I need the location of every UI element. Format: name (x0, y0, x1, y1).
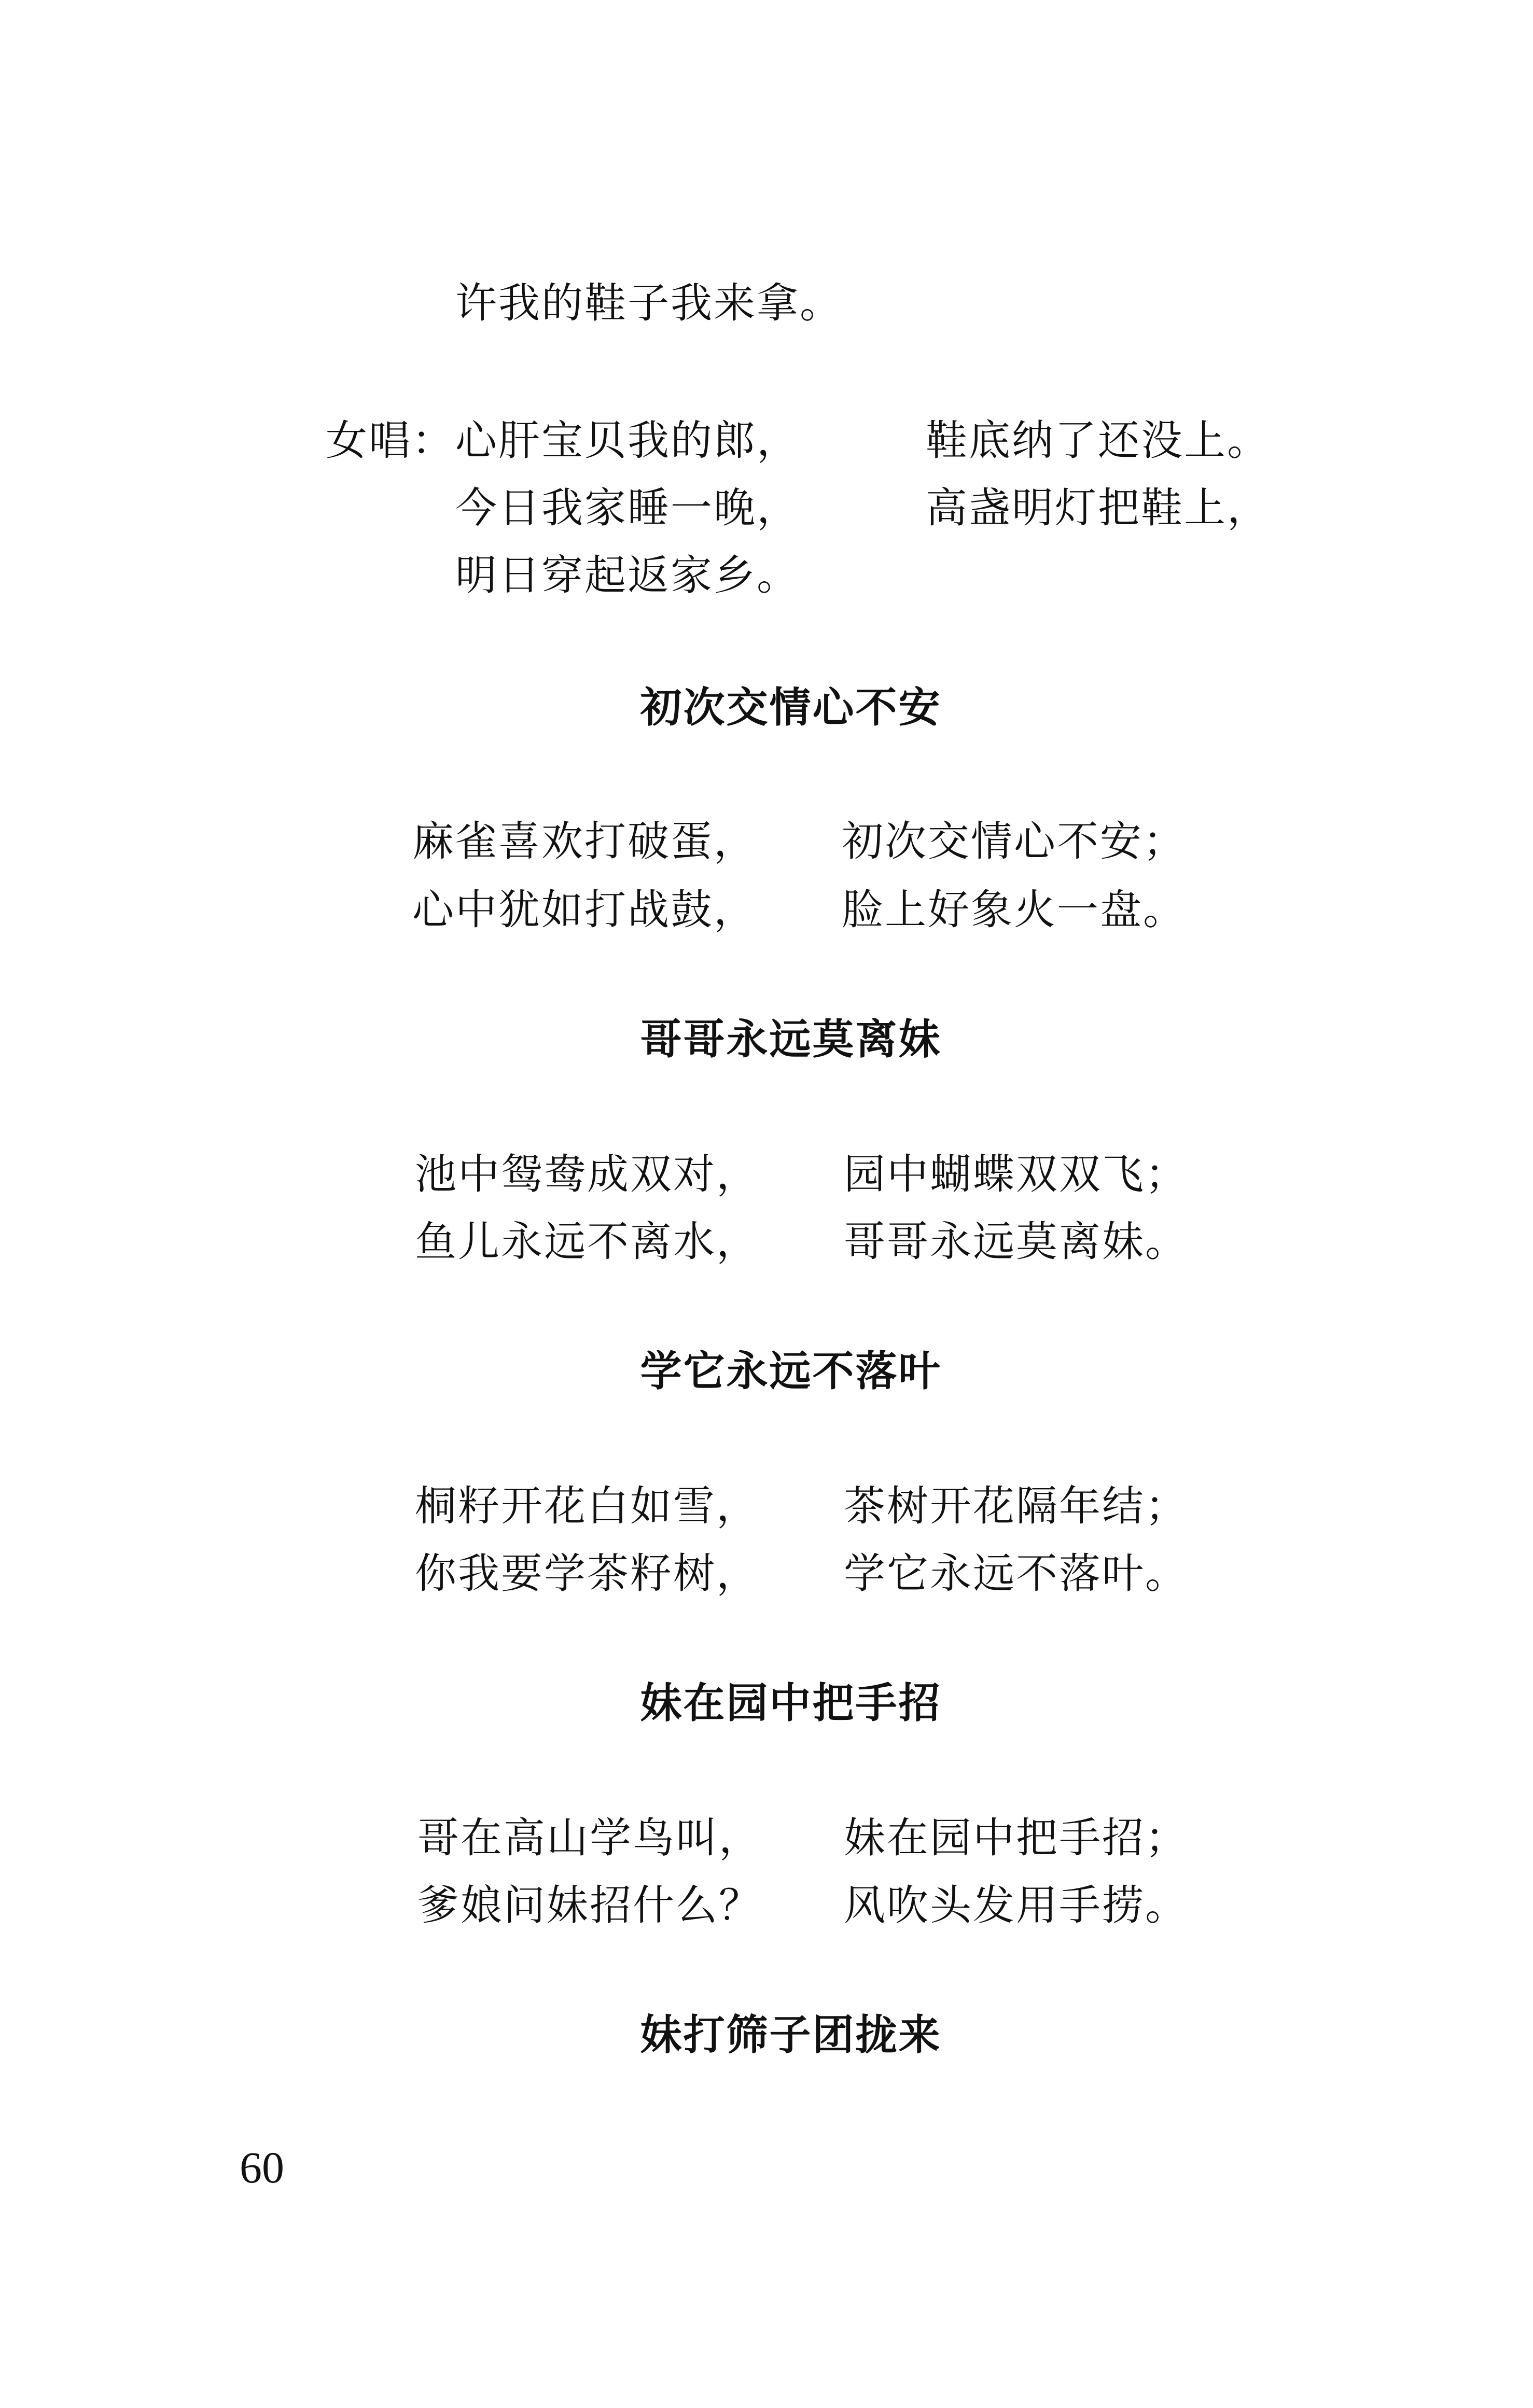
verse-line: 心中犹如打战鼓， (412, 886, 757, 934)
verse-line: 风吹头发用手捞。 (844, 1881, 1188, 1929)
verse-line: 鞋底纳了还没上。 (926, 416, 1270, 465)
verse-line: 你我要学茶籽树， (415, 1549, 759, 1598)
verse-line: 麻雀喜欢打破蛋， (412, 817, 757, 865)
verse-line: 明日穿起返家乡。 (455, 551, 800, 599)
verse-line: 初次交情心不安； (842, 817, 1186, 865)
verse-line: 妹在园中把手招； (844, 1814, 1188, 1862)
song-title: 初次交情心不安 (640, 683, 942, 732)
song-title: 妹在园中把手招 (640, 1679, 942, 1727)
intro-line: 许我的鞋子我来拿。 (455, 279, 843, 327)
song-title: 哥哥永远莫离妹 (640, 1015, 942, 1063)
verse-line: 池中鸳鸯成双对， (415, 1150, 759, 1198)
verse-line: 鱼儿永远不离水， (415, 1217, 759, 1266)
verse-line: 园中蝴蝶双双飞； (844, 1150, 1188, 1198)
verse-line: 茶树开花隔年结； (844, 1482, 1188, 1530)
verse-line: 爹娘问妹招什么？ (417, 1881, 762, 1929)
verse-line: 桐籽开花白如雪， (415, 1482, 759, 1530)
verse-line: 心肝宝贝我的郎， (455, 416, 800, 465)
verse-line: 脸上好象火一盘。 (842, 886, 1186, 934)
speaker-label: 女唱： (326, 416, 455, 465)
verse-line: 哥哥永远莫离妹。 (844, 1217, 1188, 1266)
song-title: 学它永远不落叶 (640, 1347, 942, 1395)
verse-line: 高盏明灯把鞋上， (926, 484, 1270, 532)
verse-line: 今日我家睡一晚， (455, 484, 800, 532)
page-number: 60 (240, 2143, 284, 2192)
verse-line: 哥在高山学鸟叫， (417, 1814, 762, 1862)
verse-line: 学它永远不落叶。 (844, 1549, 1188, 1598)
song-title: 妹打筛子团拢来 (640, 2011, 942, 2059)
